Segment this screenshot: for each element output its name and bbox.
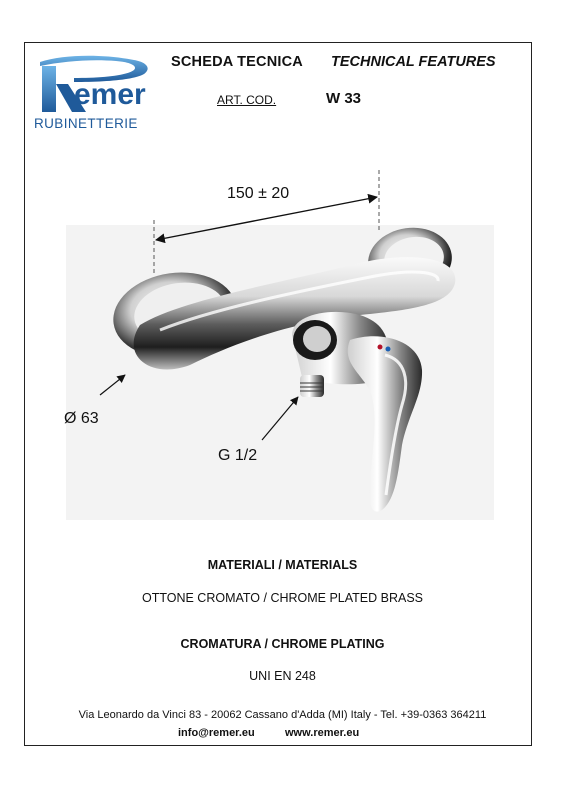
footer-email-link[interactable]: info@remer.eu [178,727,255,739]
article-code-value: W 33 [326,90,362,107]
dimension-width-label: 150 ± 20 [227,185,290,202]
footer-website-link[interactable]: www.remer.eu [285,727,360,739]
product-drawing [30,165,530,525]
logo-wordmark: emer [74,78,146,111]
title-english: TECHNICAL FEATURES [331,54,496,70]
materials-heading: MATERIALI / MATERIALS [207,558,358,572]
materials-value: OTTONE CROMATO / CHROME PLATED BRASS [141,591,424,605]
dimension-diameter-label: Ø 63 [64,410,99,427]
dimension-thread-label: G 1/2 [218,447,258,464]
article-code-label: ART. COD. [217,93,277,107]
plating-heading: CROMATURA / CHROME PLATING [180,637,385,651]
plating-value: UNI EN 248 [249,669,316,683]
logo-subtitle: RUBINETTERIE [34,116,138,131]
remer-logo-icon [34,52,162,118]
footer-address: Via Leonardo da Vinci 83 - 20062 Cassano d'Adda (MI) Italy - Tel. +39-0363 364211 [78,709,487,721]
brand-logo [34,52,162,132]
shower-mixer-image [30,165,530,525]
title-italian: SCHEDA TECNICA [171,54,303,70]
